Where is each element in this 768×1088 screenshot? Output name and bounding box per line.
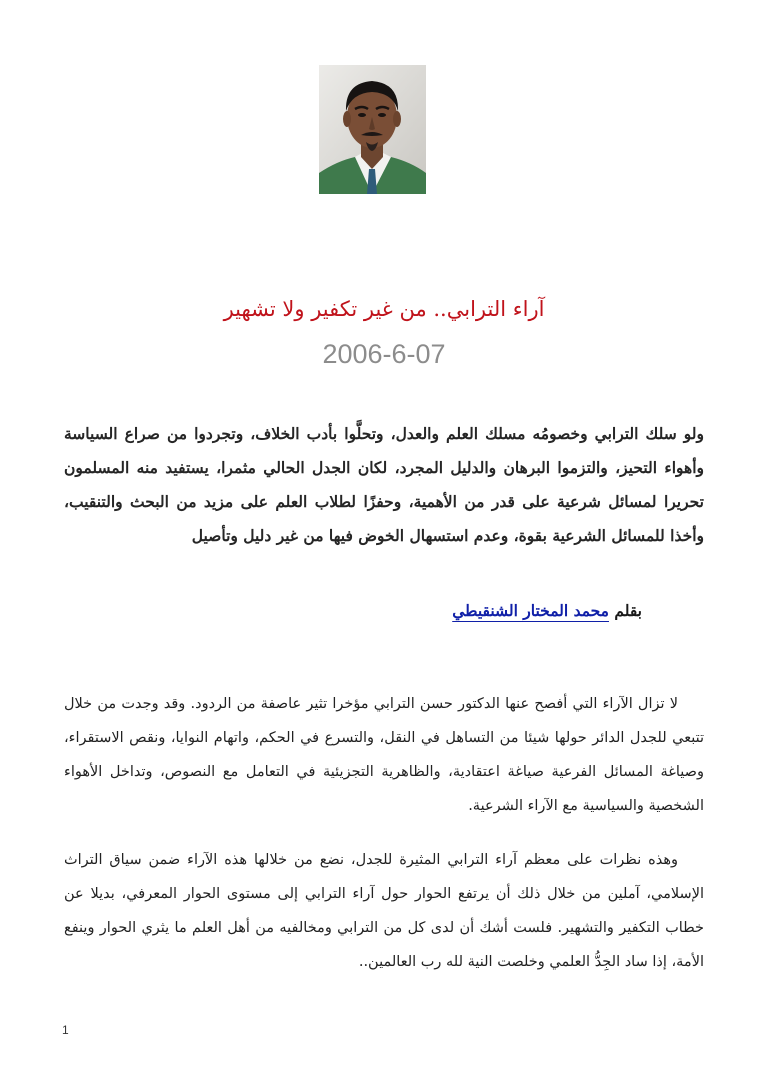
article-title: آراء الترابي.. من غير تكفير ولا تشهير: [223, 297, 545, 321]
page-number: 1: [62, 1023, 69, 1037]
article-abstract: ولو سلك الترابي وخصومُه مسلك العلم والعدل، وتحلَّوا بأدب الخلاف، وتجردوا من صراع السياسة وأهواء التحيز، والتزموا البرهان والدليل المجرد، لكان الجدل الحالي مثمرا، يستفيد منه المسلمون تحريرا لمسائل شرعية على قدر من الأهمية، وحفزًا لطلاب العلم على مزيد من البحث والتنقيب، وأخذا للمسائل الشرعية بقوة، وعدم استسهال الخوض فيها من غير دليل وتأصيل: [64, 424, 704, 545]
byline-prefix: بقلم: [614, 601, 642, 620]
body-paragraph: وهذه نظرات على معظم آراء الترابي المثيرة للجدل، نضع من خلالها هذه الآراء ضمن سياق التراث الإسلامي، آملين من خلال ذلك أن يرتفع الحوار حول آراء الترابي إلى مستوى الحوار المعرفي، بديلا عن خطاب التكفير والتشهير. فلست أشك أن لدى كل من الترابي ومخالفيه من أهل العلم ما يثري الحوار وينفع الأمة، إذا ساد الجِدُّ العلمي وخلصت النية لله رب العالمين..: [64, 852, 704, 970]
author-portrait-image: [319, 65, 426, 194]
byline: [452, 596, 642, 626]
article-date: 2006-6-07: [322, 339, 446, 369]
author-photo: [319, 65, 426, 194]
body-paragraph: لا تزال الآراء التي أفصح عنها الدكتور حسن الترابي مؤخرا تثير عاصفة من الردود. وقد وجدت من خلال تتبعي للجدل الدائر حولها شيئا من التساهل في النقل، والتسرع في الحكم، واتهام النوايا، ونقص الاستقراء، وصياغة المسائل الفرعية صياغة اعتقادية، والظاهرية التجزيئية في التعامل مع النصوص، وتداخل الأهواء الشخصية والسياسية مع الآراء الشرعية.: [64, 696, 704, 814]
author-link[interactable]: محمد المختار الشنقيطي: [452, 601, 609, 620]
